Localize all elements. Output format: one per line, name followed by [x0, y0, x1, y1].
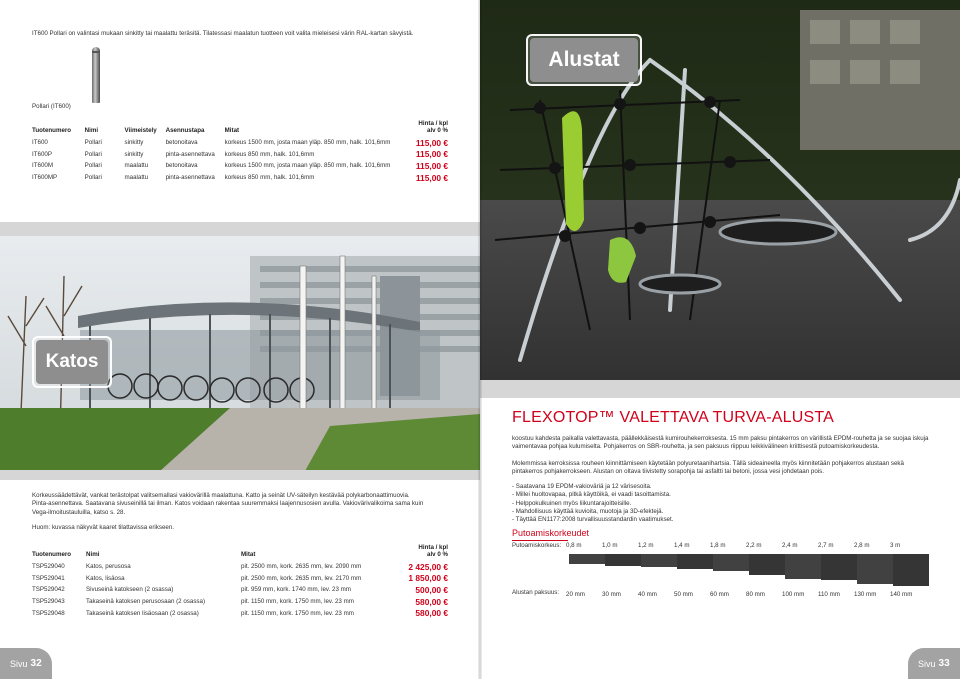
katos-note: Huom: kuvassa näkyvät kaaret tilattavissa erikseen. — [32, 524, 175, 531]
page-word: Sivu — [10, 658, 28, 669]
cell-mitat: korkeus 850 mm, halk. 101,6mm — [224, 174, 315, 182]
cell-asennustapa: pinta-asennettava — [165, 174, 215, 182]
thickness-value: 140 mm — [890, 591, 913, 598]
fall-height-value: 1,4 m — [674, 542, 690, 549]
cell-nimi: Pollari — [84, 174, 102, 182]
cell-mitat: pit. 2500 mm, kork. 2635 mm, lev. 2090 mm — [241, 563, 362, 571]
cell-hinta: 115,00 € — [415, 149, 448, 160]
photo-band-top — [0, 222, 480, 236]
cell-tuotenumero: TSP529041 — [32, 574, 65, 582]
col-nimi: Nimi — [86, 551, 100, 558]
cell-asennustapa: betonoitava — [165, 162, 198, 170]
rubber-layer-sample — [677, 554, 713, 569]
cell-hinta: 1 850,00 € — [408, 573, 448, 584]
thickness-value: 20 mm — [566, 591, 585, 598]
cell-nimi: Katos, lisäosa — [86, 574, 125, 582]
cell-nimi: Takaseinä katoksen perusosaan (2 osassa) — [86, 598, 206, 606]
cell-tuotenumero: TSP529043 — [32, 598, 65, 606]
col-tuotenumero: Tuotenumero — [32, 127, 72, 134]
rubber-layer-sample — [605, 554, 641, 566]
col-mitat: Mitat — [224, 127, 240, 134]
fall-height-value: 2,2 m — [746, 542, 762, 549]
fall-height-value: 1,0 m — [602, 542, 618, 549]
pollari-intro: IT600 Pollari on valintasi mukaan sinkitty tai maalattu teräsitä. Tilatessasi maalatun tuotteen voit valita mieleisesi värin RAL-kartan sävyistä. — [32, 30, 414, 37]
katos-label-box — [32, 336, 112, 388]
fall-height-value: 2,8 m — [854, 542, 870, 549]
cell-mitat: korkeus 1500 mm, josta maan yläp. 850 mm, halk. 101,6mm — [224, 139, 391, 147]
col-mitat: Mitat — [241, 551, 256, 558]
cell-hinta: 115,00 € — [415, 172, 448, 183]
cell-mitat: korkeus 850 mm, halk. 101,6mm — [224, 150, 315, 158]
thickness-value: 60 mm — [710, 591, 729, 598]
cell-viimeistely: sinkitty — [124, 139, 144, 147]
list-item: - Saatavana 19 EPDM-vakioväriä ja 12 värisesoita. — [512, 483, 652, 490]
thickness-value: 40 mm — [638, 591, 657, 598]
col-hinta-line1: Hinta / kpl — [418, 120, 448, 127]
cell-hinta: 580,00 € — [415, 596, 448, 607]
table-row — [32, 573, 448, 585]
title-underline — [512, 540, 568, 541]
cell-nimi: Takaseinä katoksen lisäosaan (2 osassa) — [86, 609, 199, 617]
page-number: 32 — [30, 658, 42, 669]
table-row — [32, 596, 448, 608]
cell-nimi: Pollari — [84, 139, 102, 147]
col-hinta — [388, 544, 448, 561]
thickness-value: 110 mm — [818, 591, 840, 598]
page-number-left — [0, 648, 52, 679]
rubber-layer-sample — [893, 554, 929, 586]
fall-height-value: 2,4 m — [782, 542, 798, 549]
cell-mitat: pit. 1150 mm, kork. 1750 mm, lev. 23 mm — [241, 609, 354, 617]
flexotop-paragraph-1: koostuu kahdesta paikalla valettavasta, päällekkäisestä kumirouhekerroksesta. 15 mm paksu pintakerros on värillistä EPDM-rouhetta ja se suojaa iskuja vaimentavaa pohjaa kulumiselta. Pohjakerros on SBR-rouhetta, ja sen paksuus riippuu leikkivälineen kriittisestä putoamiskorkeudesta. — [512, 435, 929, 451]
cell-asennustapa: pinta-asennettava — [165, 150, 215, 158]
col-hinta — [390, 120, 448, 137]
playground-photo — [480, 0, 960, 398]
thickness-label: Alustan paksuus: — [512, 589, 560, 596]
fall-height-value: 3 m — [890, 542, 901, 549]
rubber-layer-sample — [821, 554, 857, 580]
col-hinta-line1: Hinta / kpl — [418, 544, 448, 551]
page-number: 33 — [938, 658, 950, 669]
page-word: Sivu — [918, 658, 936, 669]
col-hinta-line2: alv 0 % — [427, 551, 448, 558]
thickness-samples — [569, 554, 929, 586]
katos-price-table — [32, 544, 448, 619]
cell-viimeistely: maalattu — [124, 162, 149, 170]
cell-mitat: pit. 1150 mm, kork. 1750 mm, lev. 23 mm — [241, 598, 354, 606]
flexotop-heading: FLEXOTOP™ VALETTAVA TURVA-ALUSTA — [512, 409, 835, 426]
col-hinta-line2: alv 0 % — [427, 127, 448, 134]
cell-mitat: korkeus 1500 mm, josta maan yläp. 850 mm, halk. 101,6mm — [224, 162, 391, 170]
rubber-layer-sample — [569, 554, 605, 564]
thickness-value: 80 mm — [746, 591, 765, 598]
cell-mitat: pit. 2500 mm, kork. 2635 mm, lev. 2170 mm — [241, 574, 362, 582]
thickness-value: 30 mm — [602, 591, 621, 598]
table-row — [32, 137, 448, 149]
cell-hinta: 500,00 € — [415, 584, 448, 595]
cell-nimi: Sivuseinä katokseen (2 osassa) — [86, 586, 174, 594]
table-row — [32, 561, 448, 573]
cell-nimi: Pollari — [84, 150, 102, 158]
feature-list — [512, 483, 673, 525]
fall-height-value: 1,2 m — [638, 542, 654, 549]
table-row — [32, 172, 448, 184]
pollari-price-table — [32, 120, 448, 183]
table-row — [32, 149, 448, 161]
rubber-layer-sample — [713, 554, 749, 571]
cell-tuotenumero: TSP529048 — [32, 609, 65, 617]
cell-mitat: pit. 959 mm, kork. 1740 mm, lev. 23 mm — [241, 586, 351, 594]
flexotop-paragraph-2: Molemmissa kerroksissa rouheen kiinnittämiseen käytetään polyuretaanihartsia. Tällä sideaineella myös kiinnitetään pohjakerros alustaan sekä pintakerros pohjakerrokseen. Alustan on oltava tiivistetty sorapohja tai asfaltti tai betoni, jossa vesi johdetaan pois. — [512, 460, 904, 476]
putoamiskorkeudet-title: Putoamiskorkeudet — [512, 528, 590, 538]
rubber-layer-sample — [857, 554, 893, 584]
cell-nimi: Katos, perusosa — [86, 563, 131, 571]
thickness-value: 100 mm — [782, 591, 805, 598]
list-item: - Mahdollisuus käyttää kuvioita, muotoja ja 3D-efektejä. — [512, 508, 664, 516]
cell-tuotenumero: IT600MP — [32, 174, 58, 182]
katos-description: Korkeussäädettävät, vankat terästolpat valitsemallasi vakiovärillä maalattuna. Katto ja seinät UV-säteilyn kestävää polykarbonaattimuovia. Pinta-asennettava. Saatavana sivuseinillä tai ilman. Katos voidaan rakentaa suuremmaksi laajennusosien avulla. Vakiovärivalikoima sama kuin Vega-ilmoitustauluilla, katso s. 28. — [32, 492, 424, 516]
thickness-value: 50 mm — [674, 591, 693, 598]
fall-height-value: 1,8 m — [710, 542, 726, 549]
cell-tuotenumero: IT600 — [32, 139, 48, 147]
cell-asennustapa: betonoitava — [165, 139, 198, 147]
thickness-value: 130 mm — [854, 591, 877, 598]
rubber-layer-sample — [785, 554, 821, 579]
page-number-right — [908, 648, 960, 679]
cell-hinta: 115,00 € — [415, 160, 448, 171]
fall-height-value: 0,8 m — [566, 542, 582, 549]
rubber-layer-sample — [641, 554, 677, 567]
col-nimi: Nimi — [84, 127, 99, 134]
fall-height-label: Putoamiskorkeus: — [512, 542, 562, 549]
pollari-image — [92, 47, 100, 103]
cell-hinta: 115,00 € — [415, 137, 448, 148]
list-item: - Helppokulkuinen myös liikuntarajoitteisille. — [512, 499, 632, 507]
rubber-layer-sample — [749, 554, 785, 575]
cell-tuotenumero: IT600M — [32, 162, 53, 170]
col-asennustapa: Asennustapa — [165, 127, 205, 134]
cell-hinta: 580,00 € — [415, 608, 448, 619]
alustat-label-box — [526, 34, 642, 86]
cell-tuotenumero: TSP529042 — [32, 586, 65, 594]
cell-viimeistely: sinkitty — [124, 150, 144, 158]
table-row — [32, 160, 448, 172]
cell-viimeistely: maalattu — [124, 174, 149, 182]
list-item: - Täyttää EN1177:2008 turvallisuusstandardin vaatimukset. — [512, 516, 674, 524]
table-row — [32, 584, 448, 596]
cell-nimi: Pollari — [84, 162, 102, 170]
cell-tuotenumero: IT600P — [32, 150, 52, 158]
pole-caption: Pollari (IT600) — [32, 103, 71, 110]
fall-height-value: 2,7 m — [818, 542, 834, 549]
page-right — [480, 0, 960, 679]
alustat-label: Alustat — [530, 38, 638, 82]
col-viimeistely: Viimeistely — [124, 127, 157, 134]
cell-hinta: 2 425,00 € — [408, 561, 448, 572]
list-item: - Millei huoltovapaa, pitkä käyttöikä, ei vaadi tasoittamista. — [512, 491, 671, 499]
table-row — [32, 607, 448, 619]
col-tuotenumero: Tuotenumero — [32, 551, 72, 558]
spine-shadow — [478, 0, 482, 679]
katos-photo — [0, 236, 480, 480]
cell-tuotenumero: TSP529040 — [32, 563, 65, 571]
katos-label: Katos — [36, 340, 108, 384]
